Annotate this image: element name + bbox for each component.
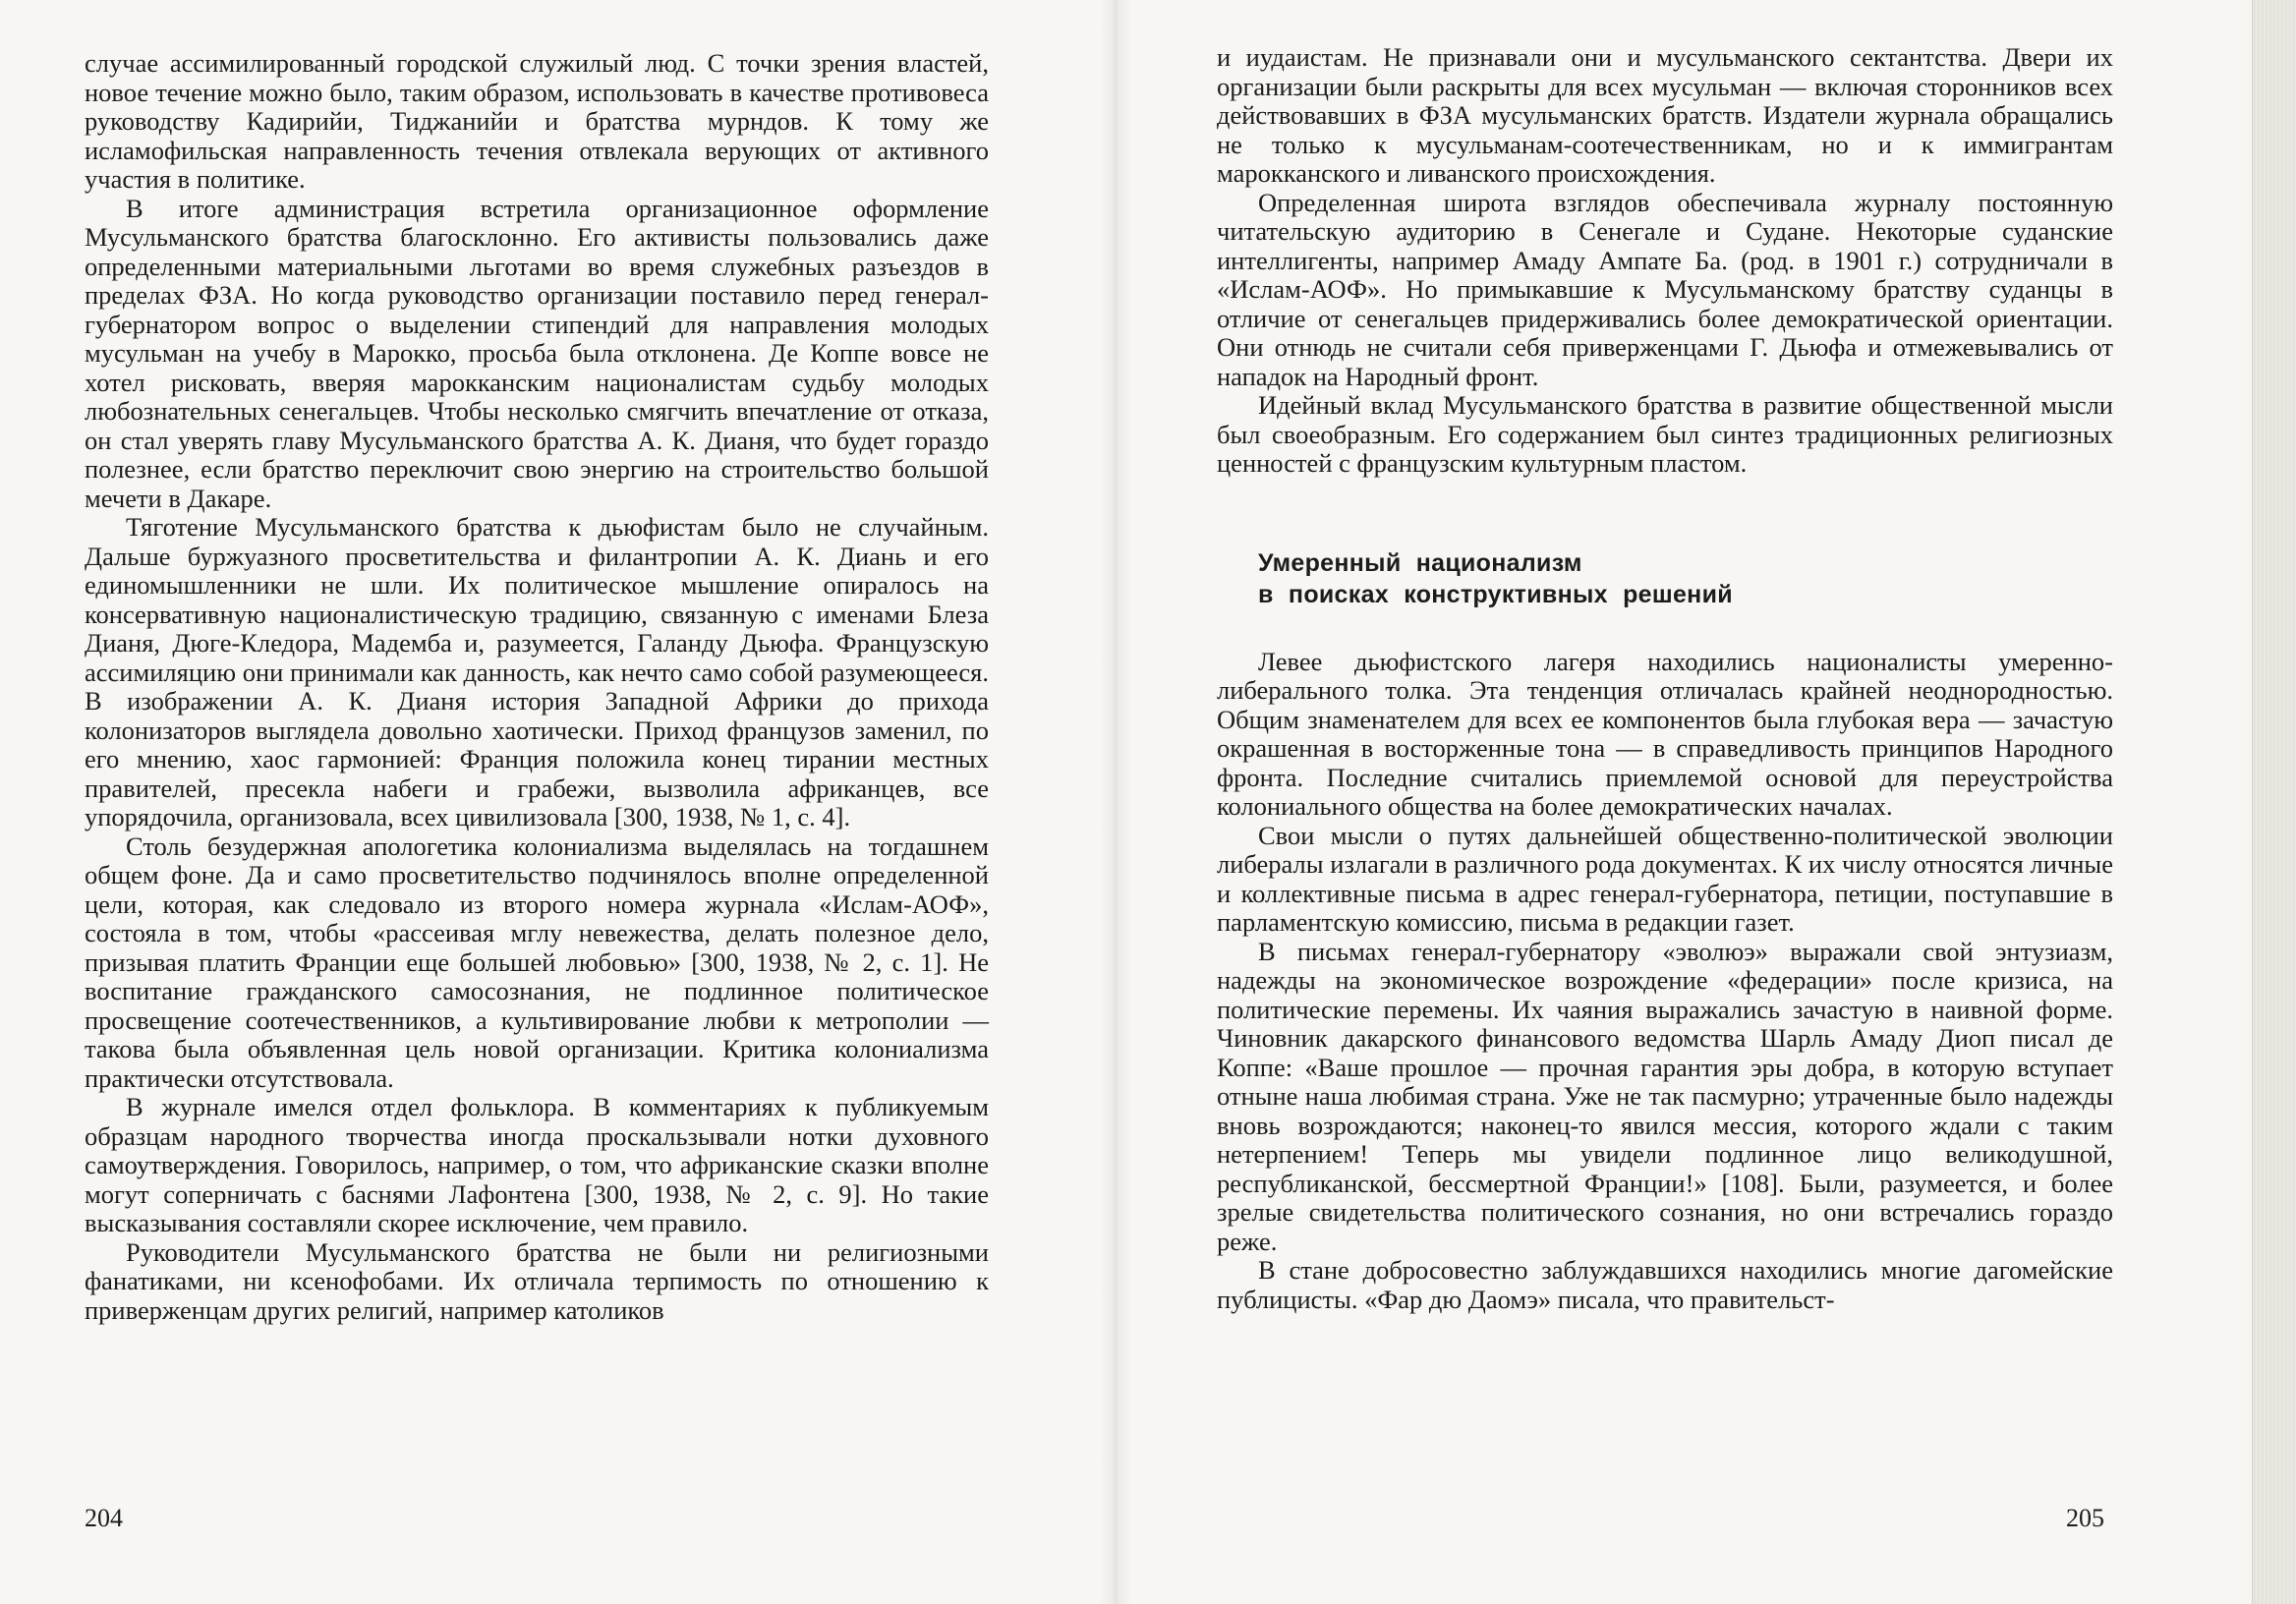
paragraph: В журнале имелся отдел фольклора. В комментариях к публикуемым образцам народного творчества иногда проскальзывали нотки духовного самоутверждения. Говорилось, например, о том, что африканские сказки вполне могут соперничать с баснями Лафонтена [300, 1938, № 2, с. 9]. Но такие высказывания составляли скорее исключение, чем правило. <box>85 1092 989 1237</box>
right-page <box>1130 0 2296 1604</box>
book-gutter <box>1099 0 1132 1604</box>
paragraph: случае ассимилированный городской служилый люд. С точки зрения властей, новое течение можно было, таким образом, использовать в качестве противовеса руководству Кадирийи, Тиджанийи и братства мурндов. К тому же исламофильская направленность течения отвлекала верующих от активного участия в политике. <box>85 48 989 194</box>
paragraph: Идейный вклад Мусульманского братства в развитие общественной мысли был своеобразным. Его содержанием был синтез традиционных религиозных ценностей с французским культурным пластом. <box>1217 390 2113 478</box>
section-heading-line-2: в поисках конструктивных решений <box>1258 580 1733 608</box>
paragraph: В стане добросовестно заблуждавшихся находились многие дагомейские публицисты. «Фар дю Даомэ» писала, что правительст- <box>1217 1255 2113 1314</box>
page-number: 204 <box>85 1504 123 1532</box>
paragraph: и иудаистам. Не признавали они и мусульманского сектантства. Двери их организации были раскрыты для всех мусульман — включая сторонников всех действовавших в ФЗА мусульманских братств. Издатели журнала обращались не только к мусульманам-соотечественникам, но и к иммигрантам марокканского и ливанского происхождения. <box>1217 42 2113 188</box>
left-page <box>0 0 1130 1604</box>
paragraph: В итоге администрация встретила организационное оформление Мусульманского братства благосклонно. Его активисты пользовались даже определенными материальными льготами во время служебных разъездов в пределах ФЗА. Но когда руководство организации поставило перед генерал-губернатором вопрос о выделении стипендий для направления молодых мусульман на учебу в Марокко, просьба была отклонена. Де Коппе вовсе не хотел рисковать, вверяя марокканским националистам судьбу молодых любознательных сенегальцев. Чтобы несколько смягчить впечатление от отказа, он стал уверять главу Мусульманского братства А. К. Дианя, что будет гораздо полезнее, если братство переключит свою энергию на строительство большой мечети в Дакаре. <box>85 193 989 513</box>
paragraph: Определенная широта взглядов обеспечивала журналу постоянную читательскую аудиторию в Сенегале и Судане. Некоторые суданские интеллигенты, например Амаду Ампате Ба. (род. в 1901 г.) сотрудничали в «Ислам-АОФ». Но примыкавшие к Мусульманскому братству суданцы в отличие от сенегальцев придерживались более демократической ориентации. Они отнюдь не считали себя приверженцами Г. Дьюфа и отмежевывались от нападок на Народный фронт. <box>1217 187 2113 391</box>
paragraph: Руководители Мусульманского братства не были ни религиозными фанатиками, ни ксенофобами. Их отличала терпимость по отношению к приверженцам других религий, например католиков <box>85 1236 989 1325</box>
paragraph: В письмах генерал-губернатору «эволюэ» выражали свой энтузиазм, надежды на экономическое возрождение «федерации» после кризиса, на политические перемены. Их чаяния выражались зачастую в наивной форме. Чиновник дакарского финансового ведомства Шарль Амаду Диоп писал де Коппе: «Ваше прошлое — прочная гарантия эры добра, в которую вступает отныне наша любимая страна. Уже не так пасмурно; утраченные было надежды вновь возрождаются; наконец-то явился мессия, которого ждали с таким нетерпением! Теперь мы увидели подлинное лицо великодушной, республиканской, бессмертной Франции!» [108]. Были, разумеется, и более зрелые свидетельства политического сознания, но они встречались гораздо реже. <box>1217 936 2113 1256</box>
left-text-column <box>85 49 989 1325</box>
page-edge <box>2252 0 2296 1604</box>
page-number: 205 <box>2066 1504 2104 1532</box>
paragraph: Тяготение Мусульманского братства к дьюфистам было не случайным. Дальше буржуазного просветительства и филантропии А. К. Диань и его единомышленники не шли. Их политическое мышление опиралось на консервативную националистическую традицию, связанную с именами Блеза Дианя, Дюге-Кледора, Мадемба и, разумеется, Галанду Дьюфа. Французскую ассимиляцию они принимали как данность, как нечто само собой разумеющееся. В изображении А. К. Дианя история Западной Африки до прихода колонизаторов выглядела довольно хаотически. Приход французов заменил, по его мнению, хаос гармонией: Франция положила конец тирании местных правителей, пресекла набеги и грабежи, вызволила африканцев, все упорядочила, организовала, всех цивилизовала [300, 1938, № 1, с. 4]. <box>85 512 989 831</box>
section-heading-line-1: Умеренный национализм <box>1258 548 1582 577</box>
right-text-column <box>1217 43 2113 1314</box>
paragraph: Левее дьюфистского лагеря находились националисты умеренно-либерального толка. Эта тенденция отличалась крайней неоднородностью. Общим знаменателем для всех ее компонентов была глубокая вера — зачастую окрашенная в восторженные тона — в справедливость принципов Народного фронта. Последние считались приемлемой основой для переустройства колониального общества на более демократических началах. <box>1217 646 2113 821</box>
paragraph: Столь безудержная апологетика колониализма выделялась на тогдашнем общем фоне. Да и само просветительство подчинялось вполне определенной цели, которая, как следовало из второго номера журнала «Ислам-АОФ», состояла в том, чтобы «рассеивая мглу невежества, делать полезное дело, призывая платить Франции еще большей любовью» [300, 1938, № 2, с. 1]. Не воспитание гражданского самосознания, не подлинное политическое просвещение соотечественников, а культивирование любви к метрополии — такова была объявленная цель новой организации. Критика колониализма практически отсутствовала. <box>85 831 989 1093</box>
paragraph: Свои мысли о путях дальнейшей общественно-политической эволюции либералы излагали в различного рода документах. К их числу относятся личные и коллективные письма в адрес генерал-губернатора, петиции, поступавшие в парламентскую комиссию, письма в редакции газет. <box>1217 820 2113 937</box>
section-heading <box>1258 547 2113 610</box>
